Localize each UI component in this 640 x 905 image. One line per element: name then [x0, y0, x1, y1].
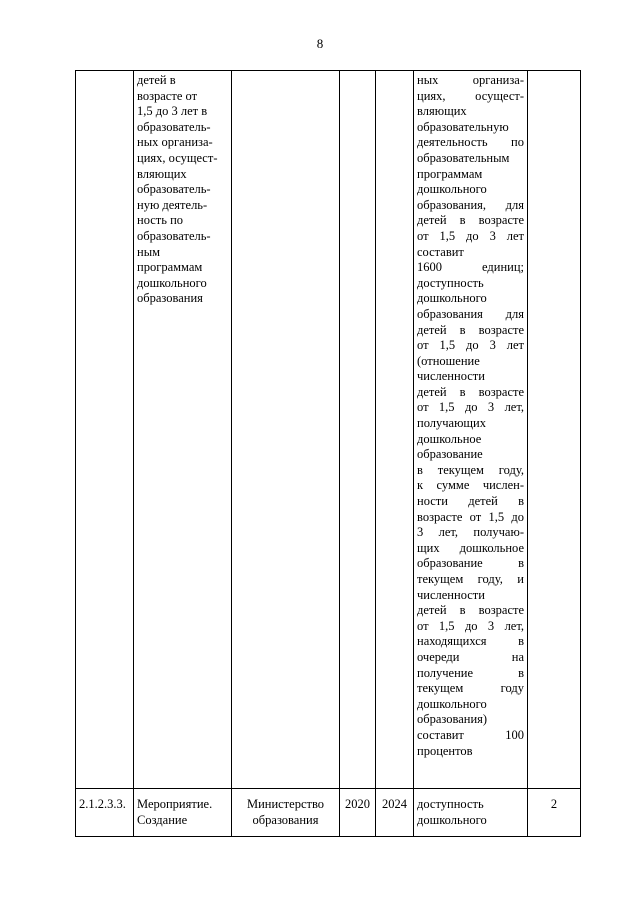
- text-line: образования: [137, 291, 203, 306]
- text-line: составит: [417, 244, 464, 259]
- text-line: Министерство: [246, 797, 325, 811]
- text-line: (отношение: [417, 353, 480, 368]
- text-line: образования, для: [417, 197, 524, 212]
- cell-year-end: [376, 789, 414, 837]
- text-line: образования: [252, 812, 319, 827]
- text-line: ным: [137, 244, 160, 259]
- text-line: составит 100: [417, 727, 524, 742]
- text-line: 1,5 до 3 лет в: [137, 104, 208, 119]
- cell-year-start: [340, 789, 376, 837]
- text-line: 1600 единиц;: [417, 260, 524, 275]
- text-line: циях, осущест-: [417, 88, 524, 103]
- text-line: ных организа-: [417, 73, 524, 87]
- text-line: дошкольного: [417, 812, 487, 827]
- value: 2: [550, 797, 558, 811]
- cell-value: [528, 789, 581, 837]
- result-text: [417, 73, 524, 759]
- text-line: программам: [417, 166, 483, 181]
- text-line: вляющих: [137, 166, 187, 181]
- text-line: детей в возрасте: [417, 322, 524, 337]
- text-line: циях, осущест-: [137, 150, 218, 165]
- text-line: дошкольное: [417, 431, 482, 446]
- cell-number: [76, 71, 134, 789]
- text-line: очереди на: [417, 649, 524, 664]
- program-table: [75, 70, 581, 837]
- text-line: возрасте от 1,5 до: [417, 509, 524, 524]
- text-line: ных организа-: [137, 135, 213, 150]
- cell-executor: [232, 789, 340, 837]
- text-line: доступность: [417, 797, 484, 811]
- text-line: образователь-: [137, 182, 211, 197]
- page-number: 8: [316, 36, 324, 51]
- cell-year-start: [340, 71, 376, 789]
- text-line: доступность: [417, 275, 484, 290]
- text-line: Мероприятие.: [137, 797, 213, 811]
- text-line: процентов: [417, 743, 473, 758]
- text-line: в текущем году,: [417, 462, 524, 477]
- executor-text: [235, 797, 336, 828]
- text-line: образования): [417, 712, 488, 727]
- table-row: [76, 71, 581, 789]
- text-line: дошкольного: [137, 275, 207, 290]
- text-line: от 1,5 до 3 лет,: [417, 400, 524, 415]
- text-line: возрасте от: [137, 88, 198, 103]
- table-row: [76, 789, 581, 837]
- text-line: находящихся в: [417, 634, 524, 649]
- year-end: 2024: [382, 797, 407, 811]
- row-number: 2.1.2.3.3.: [79, 797, 126, 811]
- cell-executor: [232, 71, 340, 789]
- text-line: от 1,5 до 3 лет,: [417, 618, 524, 633]
- cell-number: [76, 789, 134, 837]
- text-line: к сумме числен-: [417, 478, 524, 493]
- text-line: текущем году: [417, 681, 524, 696]
- cell-result: [414, 789, 528, 837]
- text-line: текущем году, и: [417, 572, 524, 586]
- text-line: численности: [417, 369, 485, 384]
- text-line: образования для: [417, 306, 524, 321]
- text-line: дошкольного: [417, 291, 487, 306]
- text-line: получение в: [417, 665, 524, 680]
- text-line: щих дошкольное: [417, 540, 524, 555]
- text-line: детей в возрасте: [417, 603, 524, 618]
- text-line: образователь-: [137, 228, 211, 243]
- text-line: образование: [417, 447, 483, 462]
- text-line: от 1,5 до 3 лет: [417, 338, 524, 353]
- text-line: Создание: [137, 812, 188, 827]
- text-line: ности детей в: [417, 494, 524, 509]
- result-text: [417, 797, 524, 828]
- text-line: детей в возрасте: [417, 384, 524, 399]
- text-line: деятельность по: [417, 135, 524, 150]
- text-line: образователь-: [137, 119, 211, 134]
- text-line: дошкольного: [417, 182, 487, 197]
- text-line: от 1,5 до 3 лет: [417, 228, 524, 243]
- text-line: образовательным: [417, 150, 510, 165]
- text-line: образовательную: [417, 119, 509, 134]
- cell-value: [528, 71, 581, 789]
- text-line: вляющих: [417, 104, 467, 119]
- text-line: образование в: [417, 556, 524, 571]
- text-line: программам: [137, 260, 203, 275]
- text-line: численности: [417, 587, 485, 602]
- year-start: 2020: [345, 797, 370, 811]
- text-line: дошкольного: [417, 696, 487, 711]
- text-line: 3 лет, получаю-: [417, 525, 524, 540]
- cell-measure-name: [134, 71, 232, 789]
- text-line: ность по: [137, 213, 184, 228]
- measure-name-text: [137, 797, 228, 828]
- text-line: детей в возрасте: [417, 213, 524, 228]
- cell-result: [414, 71, 528, 789]
- measure-name-text: [137, 73, 228, 307]
- text-line: ную деятель-: [137, 197, 208, 212]
- cell-measure-name: [134, 789, 232, 837]
- text-line: детей в: [137, 73, 176, 87]
- text-line: получающих: [417, 416, 487, 431]
- cell-year-end: [376, 71, 414, 789]
